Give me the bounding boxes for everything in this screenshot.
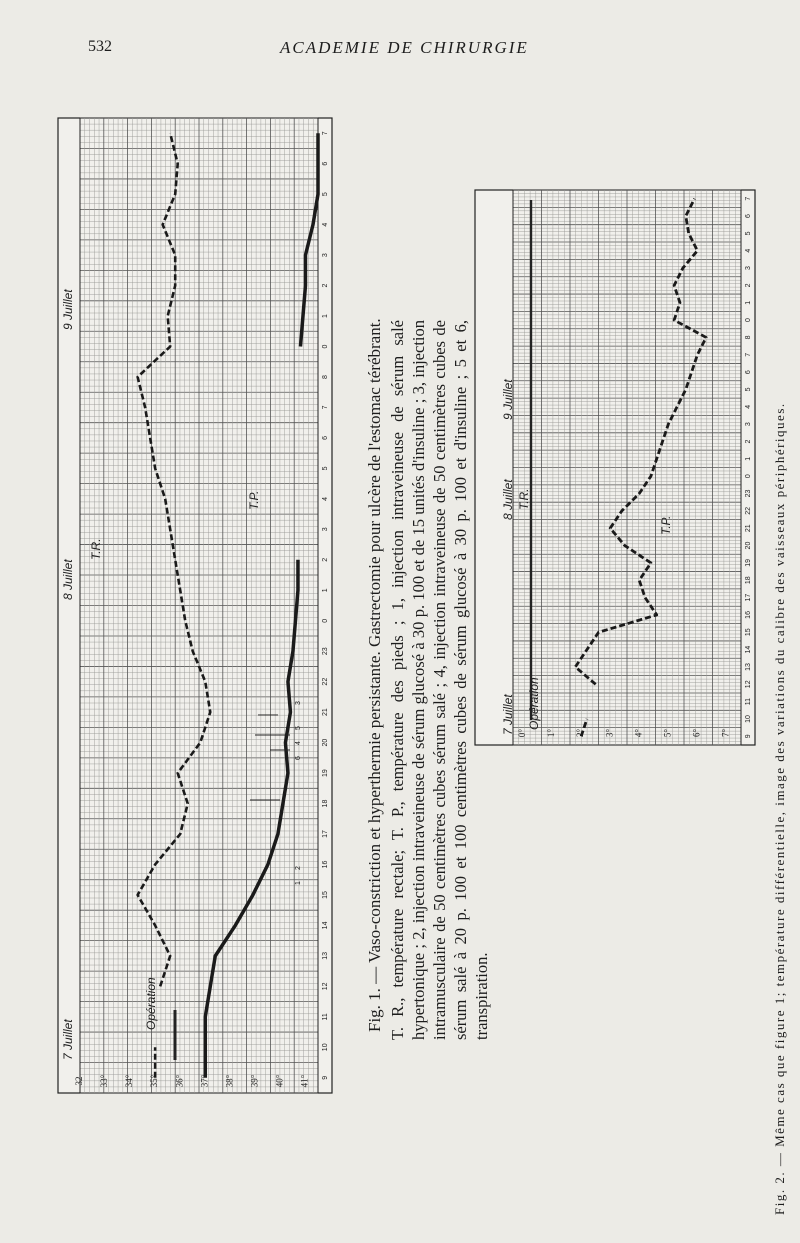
fig2-hour-label: 11 bbox=[744, 698, 752, 706]
fig2-hour-label: 10 bbox=[744, 715, 752, 723]
fig1-operation-label: Opération bbox=[144, 977, 158, 1030]
fig2-day3-label: 9 Juillet bbox=[501, 379, 515, 420]
fig1-hour-label: 7 bbox=[321, 405, 329, 410]
fig1-value-label: 34° bbox=[124, 1074, 135, 1088]
fig2-hour-label: 7 bbox=[744, 352, 752, 357]
fig2-hour-label: 17 bbox=[744, 593, 752, 602]
fig2-day1-label: 7 Juillet bbox=[501, 694, 515, 735]
fig2-hour-label: 19 bbox=[744, 558, 752, 567]
fig1-value-label: 40° bbox=[274, 1074, 285, 1088]
fig1-tp-label: T.P. bbox=[247, 490, 261, 510]
fig2-value-label: 2° bbox=[575, 728, 586, 738]
fig1-marker-2: 2 bbox=[295, 866, 302, 870]
fig2-hour-label: 6 bbox=[744, 370, 752, 375]
fig1-hour-label: 17 bbox=[321, 830, 329, 838]
fig1-marker-5: 5 bbox=[295, 726, 302, 730]
fig2-tr-label: T.R. bbox=[517, 488, 531, 510]
figure-2-caption: Fig. 2. — Même cas que figure 1; température différentielle, image des variations du calibre des vaisseaux périphériques. bbox=[772, 402, 787, 1215]
fig2-hour-label: 23 bbox=[744, 489, 752, 498]
fig1-hour-label: 3 bbox=[321, 253, 329, 258]
fig1-hour-label: 16 bbox=[321, 860, 329, 869]
fig2-hour-label: 6 bbox=[744, 214, 752, 218]
fig2-value-label: 4° bbox=[633, 728, 644, 738]
fig1-marker-1: 1 bbox=[295, 881, 302, 885]
fig2-hour-label: 0 bbox=[744, 318, 752, 323]
fig1-hour-label: 5 bbox=[321, 192, 329, 197]
fig2-hour-label: 14 bbox=[744, 645, 752, 654]
fig1-hour-label: 20 bbox=[321, 738, 329, 747]
fig1-hour-label: 2 bbox=[321, 557, 329, 562]
fig1-value-label: 35° bbox=[149, 1074, 160, 1088]
fig1-marker-4: 4 bbox=[295, 741, 302, 745]
fig1-value-label: 36° bbox=[174, 1074, 185, 1088]
fig1-hour-label: 18 bbox=[321, 799, 329, 808]
fig2-hour-label: 5 bbox=[744, 387, 752, 392]
fig2-value-label: 7° bbox=[720, 728, 731, 738]
fig2-operation-label: Opération bbox=[527, 677, 541, 730]
figure-1-caption-title: Fig. 1. — Vaso-constriction et hyperthermie persistante. Gastrectomie pour ulcère de l'estomac térébrant. bbox=[365, 318, 384, 1032]
fig1-day1-label: 7 Juillet bbox=[61, 1019, 75, 1060]
fig2-hour-label: 22 bbox=[744, 506, 752, 515]
fig2-hour-label: 13 bbox=[744, 663, 752, 671]
fig1-tr-label: T.R. bbox=[89, 538, 103, 560]
fig2-day2-label: 8 Juillet bbox=[501, 479, 515, 520]
fig1-hour-label: 0 bbox=[321, 618, 329, 623]
fig1-hour-label: 9 bbox=[321, 1075, 329, 1080]
fig1-hour-label: 1 bbox=[321, 314, 329, 318]
fig2-hour-label: 2 bbox=[744, 439, 752, 444]
fig1-hour-label: 2 bbox=[321, 283, 329, 288]
fig2-hour-label: 1 bbox=[744, 300, 752, 305]
fig1-hour-label: 19 bbox=[321, 769, 329, 777]
fig1-hour-label: 15 bbox=[321, 891, 329, 899]
fig2-value-label: 3° bbox=[604, 728, 615, 738]
fig1-hour-label: 7 bbox=[321, 131, 329, 136]
figure-1-caption-body: T. R., température rectale; T. P., température des pieds ; 1, injection intraveineuse de sérum salé hypertonique ; 2, injection intraveineuse de sérum glucosé à 30 p. 100 et de 15 unités d'insuline ; 3, injection intramusculaire de 50 centimètres cubes sérum salé ; 4, injection intraveineuse de 50 centimètres cubes de sérum salé à 20 p. 100 et 100 centimètres cubes de sérum glucosé à 30 p. 100 et d'insuline ; 5 et 6, transpiration. bbox=[388, 320, 491, 1040]
fig1-hour-label: 22 bbox=[321, 677, 329, 686]
fig1-hour-label: 10 bbox=[321, 1043, 329, 1052]
fig1-hour-label: 12 bbox=[321, 982, 329, 991]
fig2-hour-label: 4 bbox=[744, 404, 752, 409]
fig1-hour-label: 11 bbox=[321, 1013, 329, 1021]
fig1-hour-label: 6 bbox=[321, 161, 329, 166]
fig2-hour-label: 15 bbox=[744, 628, 752, 637]
fig1-hour-label: 6 bbox=[321, 435, 329, 440]
fig1-value-label: 41° bbox=[299, 1074, 310, 1088]
fig2-hour-label: 0 bbox=[744, 474, 752, 479]
fig1-hour-label: 0 bbox=[321, 344, 329, 349]
fig2-hour-label: 21 bbox=[744, 524, 752, 533]
fig1-day2-label: 8 Juillet bbox=[61, 559, 75, 600]
fig2-hour-label: 3 bbox=[744, 266, 752, 270]
fig2-hour-label: 9 bbox=[744, 734, 752, 739]
fig2-hour-label: 20 bbox=[744, 541, 752, 550]
fig2-value-label: 1° bbox=[546, 728, 557, 738]
fig1-value-label: 32 bbox=[74, 1076, 85, 1086]
fig1-hour-label: 3 bbox=[321, 527, 329, 532]
fig1-marker-6: 6 bbox=[295, 756, 302, 760]
fig2-value-label: 6° bbox=[691, 728, 702, 738]
fig1-hour-label: 8 bbox=[321, 375, 329, 379]
fig1-hour-label: 4 bbox=[321, 222, 329, 227]
fig1-value-label: 33° bbox=[99, 1074, 110, 1088]
fig2-hour-label: 16 bbox=[744, 611, 752, 619]
fig1-marker-3: 3 bbox=[295, 701, 302, 705]
fig1-value-label: 38° bbox=[224, 1074, 235, 1088]
fig2-hour-label: 12 bbox=[744, 680, 752, 689]
fig2-hour-label: 5 bbox=[744, 231, 752, 236]
fig1-day3-label: 9 Juillet bbox=[61, 289, 75, 330]
fig1-hour-label: 5 bbox=[321, 466, 329, 471]
running-head: ACADEMIE DE CHIRURGIE bbox=[280, 38, 529, 57]
fig1-hour-label: 1 bbox=[321, 588, 329, 593]
fig1-hour-label: 21 bbox=[321, 708, 329, 717]
fig1-hour-label: 13 bbox=[321, 951, 329, 960]
fig2-value-label: 0° bbox=[517, 728, 528, 738]
fig2-hour-label: 3 bbox=[744, 422, 752, 427]
fig1-value-label: 39° bbox=[249, 1074, 260, 1088]
fig2-hour-label: 7 bbox=[744, 196, 752, 201]
fig2-hour-label: 8 bbox=[744, 335, 752, 340]
fig2-hour-label: 2 bbox=[744, 283, 752, 288]
fig1-value-label: 37° bbox=[199, 1074, 210, 1088]
fig1-hour-label: 4 bbox=[321, 496, 329, 501]
fig2-value-label: 5° bbox=[662, 728, 673, 738]
fig2-tp-label: T.P. bbox=[659, 515, 673, 535]
fig2-hour-label: 4 bbox=[744, 248, 752, 253]
fig1-hour-label: 23 bbox=[321, 647, 329, 656]
fig2-hour-label: 1 bbox=[744, 456, 752, 461]
fig2-hour-label: 18 bbox=[744, 576, 752, 585]
fig1-hour-label: 14 bbox=[321, 921, 329, 930]
page-number: 532 bbox=[88, 38, 112, 55]
